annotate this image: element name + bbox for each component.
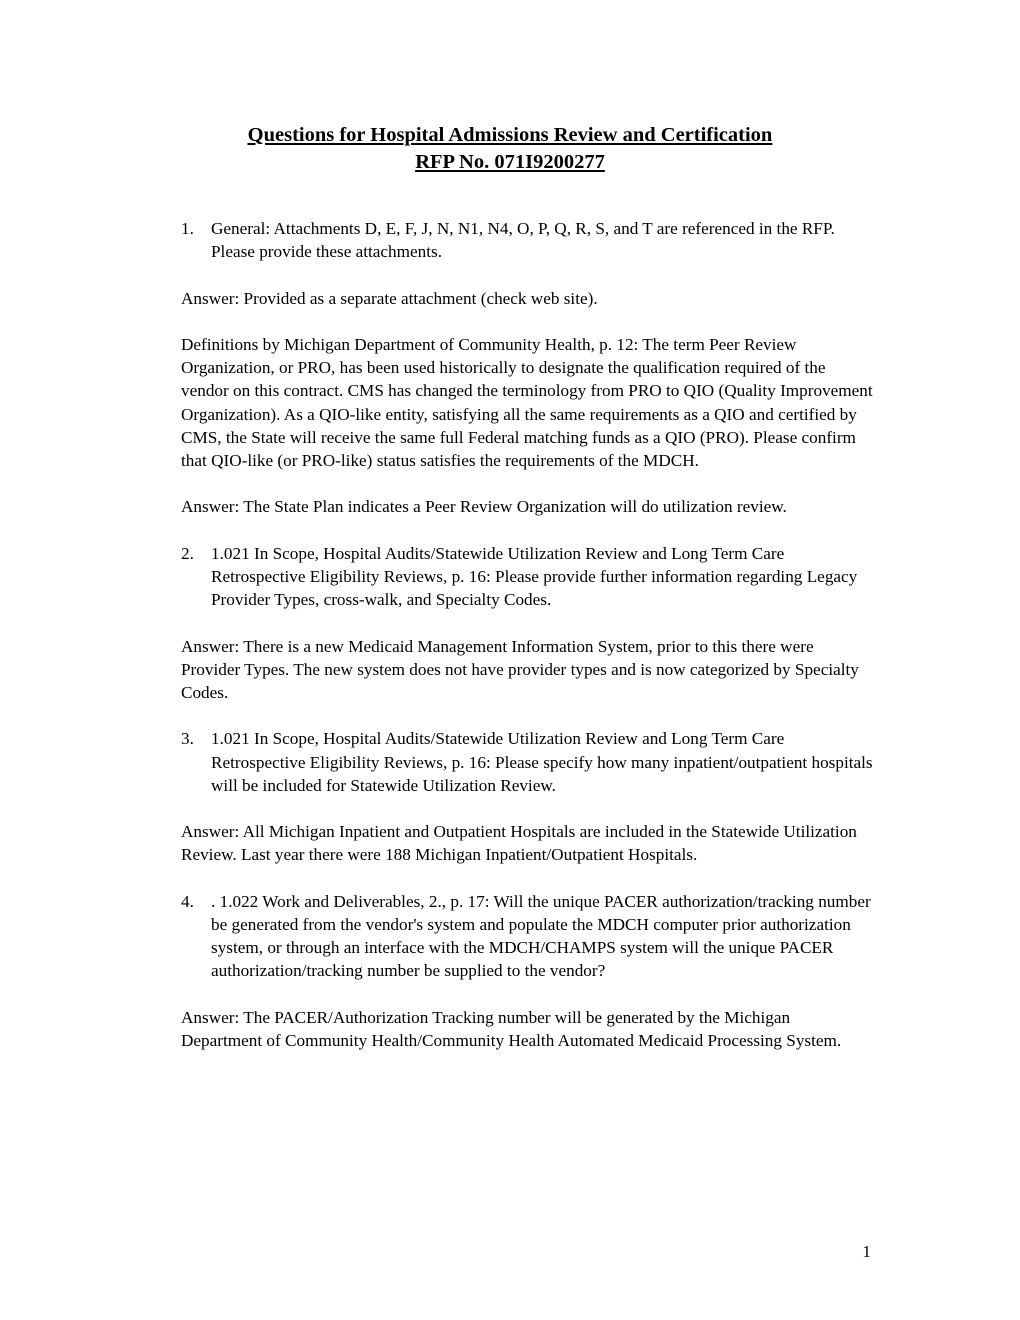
- answer-text: Answer: All Michigan Inpatient and Outpatient Hospitals are included in the Statewide Utilization Review. Last year there were 188 Michigan Inpatient/Outpatient Hospitals.: [181, 822, 857, 865]
- page-number: 1: [862, 1242, 871, 1261]
- answer-text: Answer: There is a new Medicaid Management Information System, prior to this there were Provider Types. The new system does not have provider types and is now categorized by Specialty Codes.: [181, 636, 859, 702]
- document-title: [0, 122, 1020, 176]
- question-number: 1.: [181, 219, 194, 238]
- question-item-3: [181, 727, 875, 797]
- title-line-1: Questions for Hospital Admissions Review and Certification: [247, 124, 773, 146]
- title-line-2: RFP No. 071I9200277: [415, 151, 605, 173]
- definitions-question-text: Definitions by Michigan Department of Community Health, p. 12: The term Peer Review Organization, or PRO, has been used historically to designate the qualification required of the vendor on this contract. CMS has changed the terminology from PRO to QIO (Quality Improvement Organization). As a QIO-like entity, satisfying all the same requirements as a QIO and certified by CMS, the State will receive the same full Federal matching funds as a QIO (PRO). Please confirm that QIO-like (or PRO-like) status satisfies the requirements of the MDCH.: [181, 334, 873, 470]
- question-item-4: [181, 890, 875, 983]
- question-item-2: [181, 542, 875, 612]
- question-item-1: [181, 217, 875, 263]
- question-number: 4.: [181, 891, 194, 911]
- question-text: . 1.022 Work and Deliverables, 2., p. 17: Will the unique PACER authorization/tracking number be generated from the vendor's system and populate the MDCH computer prior authorization system, or through an interface with the MDCH/CHAMPS system will the unique PACER authorization/tracking number be supplied to the vendor?: [211, 891, 871, 981]
- answer-text: Answer: The State Plan indicates a Peer Review Organization will do utilization review.: [181, 497, 787, 517]
- question-text: 1.021 In Scope, Hospital Audits/Statewide Utilization Review and Long Term Care Retrospective Eligibility Reviews, p. 16: Please provide further information regarding Legacy Provider Types, cross-walk, and Specialty Codes.: [211, 543, 858, 610]
- question-answer-list: [181, 217, 875, 1052]
- question-number: 3.: [181, 729, 194, 749]
- question-text: 1.021 In Scope, Hospital Audits/Statewide Utilization Review and Long Term Care Retrospective Eligibility Reviews, p. 16: Please specify how many inpatient/outpatient hospitals will be included for Statewide Utilization Review.: [211, 729, 873, 795]
- question-number: 2.: [181, 543, 194, 563]
- answer-text: Answer: Provided as a separate attachment (check web site).: [181, 288, 598, 308]
- question-text: General: Attachments D, E, F, J, N, N1, N4, O, P, Q, R, S, and T are referenced in the RFP. Please provide these attachments.: [211, 219, 835, 262]
- answer-text: Answer: The PACER/Authorization Tracking number will be generated by the Michigan Department of Community Health/Community Health Automated Medicaid Processing System.: [181, 1007, 842, 1050]
